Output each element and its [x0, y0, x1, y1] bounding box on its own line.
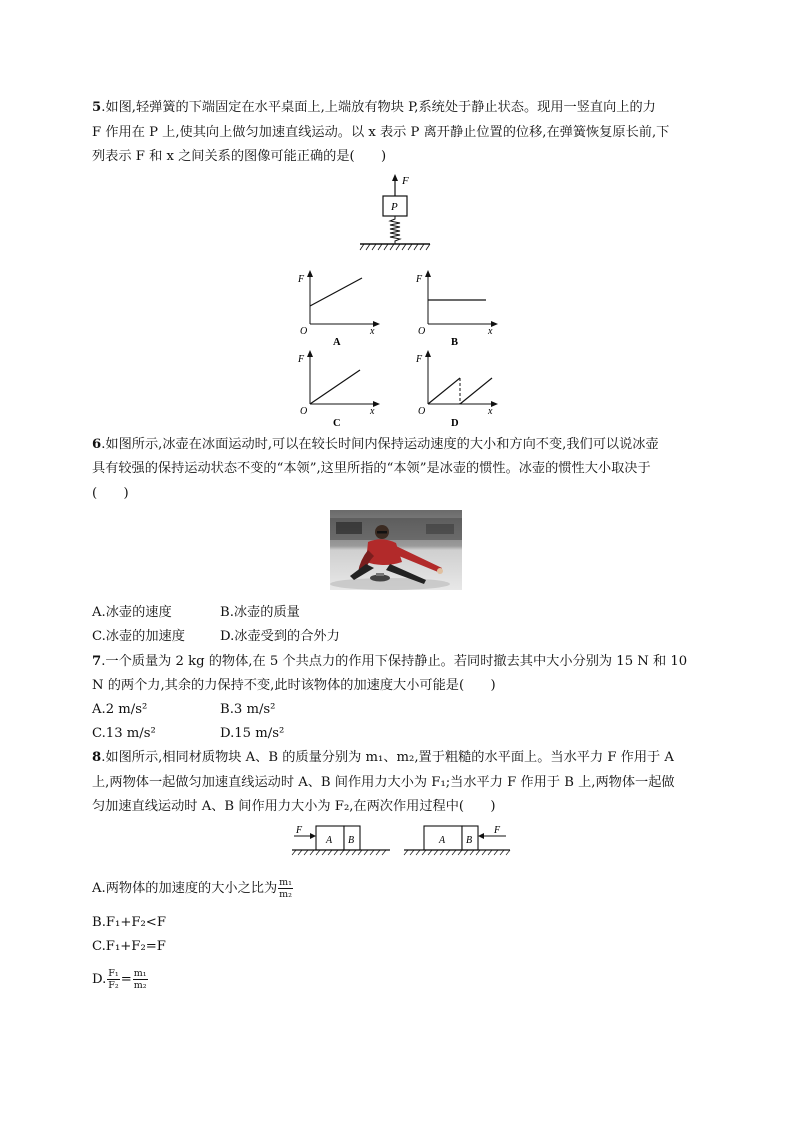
graph-d-label: D	[451, 418, 459, 428]
svg-text:A: A	[439, 835, 446, 846]
q6-line-2: 具有较强的保持运动状态不变的“本领”,这里所指的“本领”是冰壶的惯性。冰壶的惯性大小取决于	[92, 461, 651, 476]
q8-option-a[interactable]	[92, 877, 294, 900]
q6-option-a[interactable]: A.冰壶的速度	[92, 605, 172, 620]
svg-text:B: B	[348, 835, 355, 846]
q8-figure-right	[402, 822, 514, 858]
spring	[390, 216, 400, 244]
graph-d-line-1	[428, 378, 460, 404]
svg-text:F: F	[296, 825, 303, 836]
q7-stem-1: .一个质量为 2 kg 的物体,在 5 个共点力的作用下保持静止。若同时撤去其中大小分别为 15 N 和 10	[101, 654, 688, 669]
svg-text:O: O	[300, 326, 308, 337]
graph-c	[296, 348, 386, 428]
q5-stem-1: .如图,轻弹簧的下端固定在水平桌面上,上端放有物块 P,系统处于静止状态。现用一竖直向上的力	[101, 100, 656, 115]
force-label: F	[402, 175, 409, 187]
q8-option-a-text: A.两物体的加速度的大小之比为	[92, 881, 278, 896]
q8-line-1	[92, 749, 674, 767]
q5-spring-figure	[350, 172, 440, 258]
svg-text:x: x	[370, 406, 375, 417]
q8-option-d-left-fraction: $\frac{\text{F₁}}{\text{F₂}}$	[108, 968, 119, 991]
svg-text:x: x	[488, 326, 493, 337]
q8-number: 8	[92, 750, 102, 765]
svg-text:O: O	[418, 406, 426, 417]
q8-option-d[interactable]: D. $\frac{\text{F₁}}{\text{F₂}}$ = $\frac{\text{m₁}}{\text{m₂}}$	[92, 968, 147, 991]
q5-line-1	[92, 99, 656, 117]
svg-text:x: x	[488, 406, 493, 417]
q6-stem-1: .如图所示,冰壶在冰面运动时,可以在较长时间内保持运动速度的大小和方向不变,我们可以说冰壶	[101, 437, 659, 452]
q7-line-1	[92, 653, 687, 671]
svg-text:x: x	[370, 326, 375, 337]
q7-option-c[interactable]: C.13 m/s²	[92, 726, 156, 741]
q7-number: 7	[92, 654, 102, 669]
curling-photo	[330, 510, 462, 590]
q8-line-2: 上,两物体一起做匀加速直线运动时 A、B 间作用力大小为 F₁;当水平力 F 作用于 B 上,两物体一起做	[92, 775, 675, 790]
graph-b	[414, 268, 504, 348]
q7-option-a[interactable]: A.2 m/s²	[92, 702, 148, 717]
svg-text:F: F	[416, 354, 423, 365]
block-p-label: P	[391, 201, 398, 213]
table-hatch	[360, 244, 430, 250]
q5-line-3: 列表示 F 和 x 之间关系的图像可能正确的是( )	[92, 149, 387, 164]
q8-stem-1: .如图所示,相同材质物块 A、B 的质量分别为 m₁、m₂,置于粗糙的水平面上。当水平力 F 作用于 A	[101, 750, 674, 765]
q6-line-1	[92, 436, 659, 454]
q6-option-d[interactable]: D.冰壶受到的合外力	[220, 629, 340, 644]
q6-line-3: ( )	[92, 486, 129, 501]
graph-a-label: A	[333, 337, 341, 348]
q5-number: 5	[92, 100, 102, 115]
q8-line-3: 匀加速直线运动时 A、B 间作用力大小为 F₂,在两次作用过程中( )	[92, 799, 496, 814]
q6-option-c[interactable]: C.冰壶的加速度	[92, 629, 185, 644]
force-arrow-head	[392, 174, 398, 181]
svg-text:F: F	[494, 825, 501, 836]
svg-text:B: B	[466, 835, 473, 846]
svg-text:F: F	[298, 354, 305, 365]
svg-text:F: F	[298, 274, 305, 285]
graph-b-label: B	[451, 337, 459, 348]
q6-option-b[interactable]: B.冰壶的质量	[220, 605, 300, 620]
svg-text:F: F	[416, 274, 423, 285]
q8-figure-left	[290, 822, 394, 858]
graph-c-label: C	[333, 418, 341, 428]
q8-option-d-right-fraction: $\frac{\text{m₁}}{\text{m₂}}$	[133, 968, 147, 991]
q8-option-a-fraction: $\frac{\text{m₁}}{\text{m₂}}$	[279, 877, 292, 900]
q8-option-b[interactable]: B.F₁+F₂<F	[92, 915, 167, 930]
graph-c-line	[310, 370, 360, 404]
graph-a	[296, 268, 386, 348]
q7-option-d[interactable]: D.15 m/s²	[220, 726, 285, 741]
svg-text:O: O	[300, 406, 308, 417]
q5-line-2: F 作用在 P 上,使其向上做匀加速直线运动。以 x 表示 P 离开静止位置的位移,在弹簧恢复原长前,下	[92, 125, 670, 140]
q7-line-2: N 的两个力,其余的力保持不变,此时该物体的加速度大小可能是( )	[92, 678, 496, 693]
q6-number: 6	[92, 437, 102, 452]
svg-text:O: O	[418, 326, 426, 337]
q7-option-b[interactable]: B.3 m/s²	[220, 702, 276, 717]
graph-d	[414, 348, 504, 428]
graph-a-line	[310, 278, 362, 306]
q8-option-c[interactable]: C.F₁+F₂=F	[92, 939, 166, 954]
svg-text:A: A	[326, 835, 333, 846]
graph-d-line-2	[460, 378, 492, 404]
